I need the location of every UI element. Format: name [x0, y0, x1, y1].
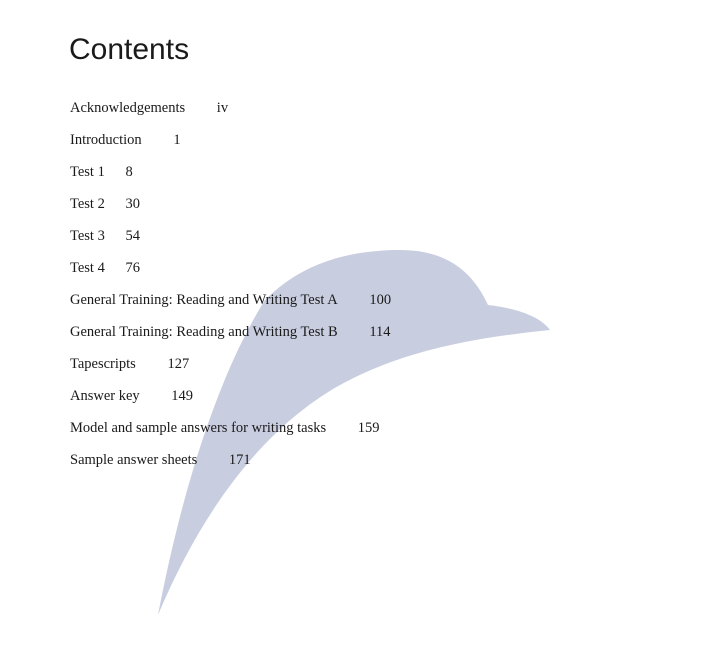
toc-entry-page: 8 — [125, 164, 133, 180]
toc-entry-answer-key — [70, 384, 391, 416]
toc-entry-title: Answer key — [70, 388, 140, 404]
toc-entry-test-4 — [70, 256, 391, 288]
toc-entry-page: 114 — [369, 324, 391, 340]
toc-entry-page: 30 — [125, 196, 140, 212]
toc-entry-page: 1 — [173, 132, 181, 148]
page-title: Contents — [69, 33, 190, 66]
toc-entry-title: Test 1 — [70, 164, 105, 180]
toc-entry-title: Sample answer sheets — [70, 452, 198, 468]
toc-entry-test-1 — [70, 160, 391, 192]
toc-entry-general-training-test-b — [70, 320, 391, 352]
toc-entry-title: Tapescripts — [70, 356, 136, 372]
toc-entry-title: General Training: Reading and Writing Test B — [70, 324, 338, 340]
toc-entry-introduction — [70, 128, 391, 160]
toc-entry-tapescripts — [70, 352, 391, 384]
toc-entry-title: Test 4 — [70, 260, 105, 276]
toc-entry-page: 54 — [125, 228, 140, 244]
toc-entry-title: Model and sample answers for writing tasks — [70, 420, 327, 436]
toc-entry-test-3 — [70, 224, 391, 256]
toc-entry-page: 149 — [171, 388, 194, 404]
toc-entry-title: General Training: Reading and Writing Test A — [70, 292, 338, 308]
toc-entry-page: iv — [216, 100, 229, 116]
toc-entry-page: 76 — [125, 260, 140, 276]
toc-entry-page: 127 — [167, 356, 190, 372]
toc-entry-sample-answer-sheets — [70, 448, 391, 480]
toc-entry-page: 171 — [228, 452, 251, 468]
toc-entry-page: 159 — [357, 420, 380, 436]
toc-entry-title: Introduction — [70, 132, 142, 148]
toc-entry-title: Test 3 — [70, 228, 105, 244]
toc-entry-acknowledgements — [70, 96, 391, 128]
toc-entry-model-answers — [70, 416, 391, 448]
toc-entry-page: 100 — [369, 292, 392, 308]
toc-entry-test-2 — [70, 192, 391, 224]
table-of-contents — [70, 96, 391, 480]
toc-entry-title: Acknowledgements — [70, 100, 186, 116]
toc-entry-title: Test 2 — [70, 196, 105, 212]
toc-entry-general-training-test-a — [70, 288, 391, 320]
